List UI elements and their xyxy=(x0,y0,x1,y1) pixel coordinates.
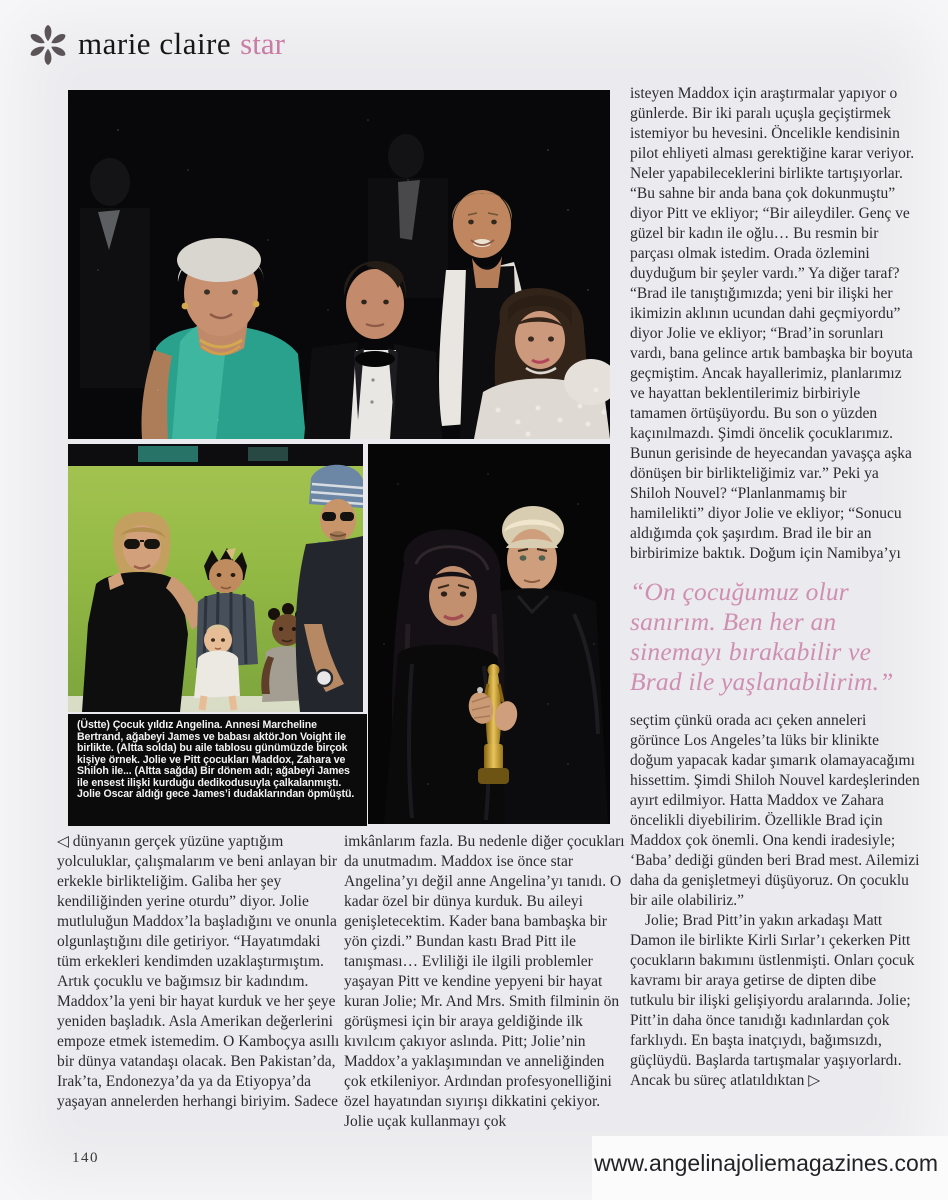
website-url: www.angelinajoliemagazines.com xyxy=(594,1150,938,1176)
section-label: star xyxy=(240,26,285,61)
brand-title: marie claire xyxy=(78,26,232,61)
photo-oscar-night xyxy=(368,444,610,824)
article-column-left xyxy=(57,832,341,1112)
page-header xyxy=(28,18,285,70)
photo-family-event xyxy=(68,90,610,439)
right-paragraph-3: Jolie; Brad Pitt’in yakın arkadaşı Matt Damon ile birlikte Kirli Sırlar’ı çekerken Pitt çocukların bakımını üstlenmişti. Onları çocuk kavramı bir araya getirse de dipten dibe tutkulu bir ilişki gelişiyordu aralarında. Jolie; Pitt’in daha önce tanıdığı kadınlardan çok farklıydı. En başta inatçıydı, bağımsızdı, güçlüydü. Başlarda tartışmalar yaşıyorlardı. Ancak bu süreç atlatıldıktan ▷ xyxy=(630,912,915,1089)
article-column-right xyxy=(630,84,920,1091)
article-column-middle xyxy=(344,832,626,1132)
pull-quote: “On çocuğumuz olur sanırım. Ben her an sinemayı bırakabilir ve Brad ile yaşlanabilirim.” xyxy=(630,577,894,696)
photo-top-strip xyxy=(68,444,363,466)
left-paragraph: ◁ dünyanın gerçek yüzüne yaptığım yolculuklar, çalışmalarım ve beni anlayan bir erkekle birlikteliğim. Galiba her şey kendiliğinden yerine oturdu” diyor. Jolie mutluluğun Maddox’la başladığını ve onunla olgunlaştığını dile getiriyor. “Hayatımdaki tüm erkekleri kendimden uzaklaştırmıştım. Artık çocuklu ve bağımsız bir kadındım. Maddox’la yeni bir hayat kurduk ve her şeye yeniden başladık. Asla Amerikan değerlerini empoze etmek istemedim. O Kamboçya asıllı bir dünya vatandaşı olacak. Ben Pakistan’da, Irak’ta, Endonezya’da ya da Etiyopya’da yaşayan annelerden herhangi biriyim. Sadece xyxy=(57,833,340,1110)
photo-caption: (Üstte) Çocuk yıldız Angelina. Annesi Marcheline Bertrand, ağabeyi James ve babası aktörJon Voight ile birlikte. (Altta solda) bu aile tablosu günümüzde birçok kişiye örnek. Jolie ve Pitt çocukları Maddox, Zahara ve Shiloh ile... (Altta sağda) Bir dönem adı; ağabeyi James ile ensest ilişki kurduğu dedikodusuyla çalkalanmıştı. Jolie Oscar aldığı gece James’i dudaklarından öpmüştü. xyxy=(68,714,367,826)
photo-family-grass xyxy=(68,444,363,712)
right-paragraph-2: seçtim çünkü orada acı çeken anneleri görünce Los Angeles’ta lüks bir klinikte doğum yapacak kadar şımarık olamayacağımı hissettim. Şimdi Shiloh Nouvel kardeşlerinden ayırt edilmiyor. Hatta Maddox ve Zahara öncelikli diyebilirim. Özellikle Brad için Maddox çok önemli. Ona kendi iradesiyle; ‘Baba’ dediği günden beri Brad mest. Ailemizi daha da genişletmeyi düşüyoruz. On çocuklu bir aile olabiliriz.” xyxy=(630,712,920,909)
middle-paragraph: imkânlarım fazla. Bu nedenle diğer çocukları da unutmadım. Maddox ise önce star Angelina’yı değil anne Angelina’yı tanıdı. O kadar özel bir dünya kurduk. Bu aileyi genişletecektim. Kader bana bambaşka bir yön çizdi.” Bundan kastı Brad Pitt ile tanışması… Evliliği ile ilgili problemler yaşayan Pitt ve kendine yepyeni bir hayat kuran Jolie; Mr. And Mrs. Smith filminin ön görüşmesi için bir araya geldiğinde ilk kıvılcım çakıyor aslında. Pitt; Jolie’nin Maddox’a yaklaşımından ve anneliğinden çok etkileniyor. Ardından profesyonelliğini özel hayatından sıyırışı dikkatini çekiyor. Jolie uçak kullanmayı çok xyxy=(344,833,625,1130)
right-paragraph-1: isteyen Maddox için araştırmalar yapıyor o günlerde. Bir iki paralı uçuşla geçiştirmek istemiyor bu hevesini. Öncelikle kendisinin pilot ehliyeti alması gerektiğine karar veriyor. Neler yapabileceklerini birlikte tartışıyorlar. “Bu sahne bir anda bana çok dokunmuştu” diyor Pitt ve ekliyor; “Bir aileydiler. Genç ve güzel bir kadın ile oğlu… Bu resmin bir parçası olmak istedim. Orada özlemini duyduğum bir şeyler vardı.” Ya diğer taraf? “Brad ile tanıştığımızda; yeni bir ilişki her ikimizin aklının ucundan dahi geçmiyordu” diyor Jolie ve ekliyor; “Brad’in sorunları vardı, bana gelince artık bambaşka bir boyuta geçmiştim. Ancak hayallerimiz, planlarımız ve hayattan beklentilerimiz birbiriyle tamamen örtüşüyordu. Bu son o yüzden kaçınılmazdı. Şimdi öncelik çocuklarımız. Bunun gerisinde de heyecandan yavaşça aşka dönüşen bir birlikteliğimiz var.” Peki ya Shiloh Nouvel? “Planlanmamış bir hamilelikti” diyor Jolie ve ekliyor; “Sonucu aldığımda çok şaşırdım. Brad ile bir an birbirimize baktık. Doğum için Namibya’yı xyxy=(630,85,915,562)
flower-asterisk-icon xyxy=(28,23,68,65)
page-number: 140 xyxy=(72,1150,99,1166)
